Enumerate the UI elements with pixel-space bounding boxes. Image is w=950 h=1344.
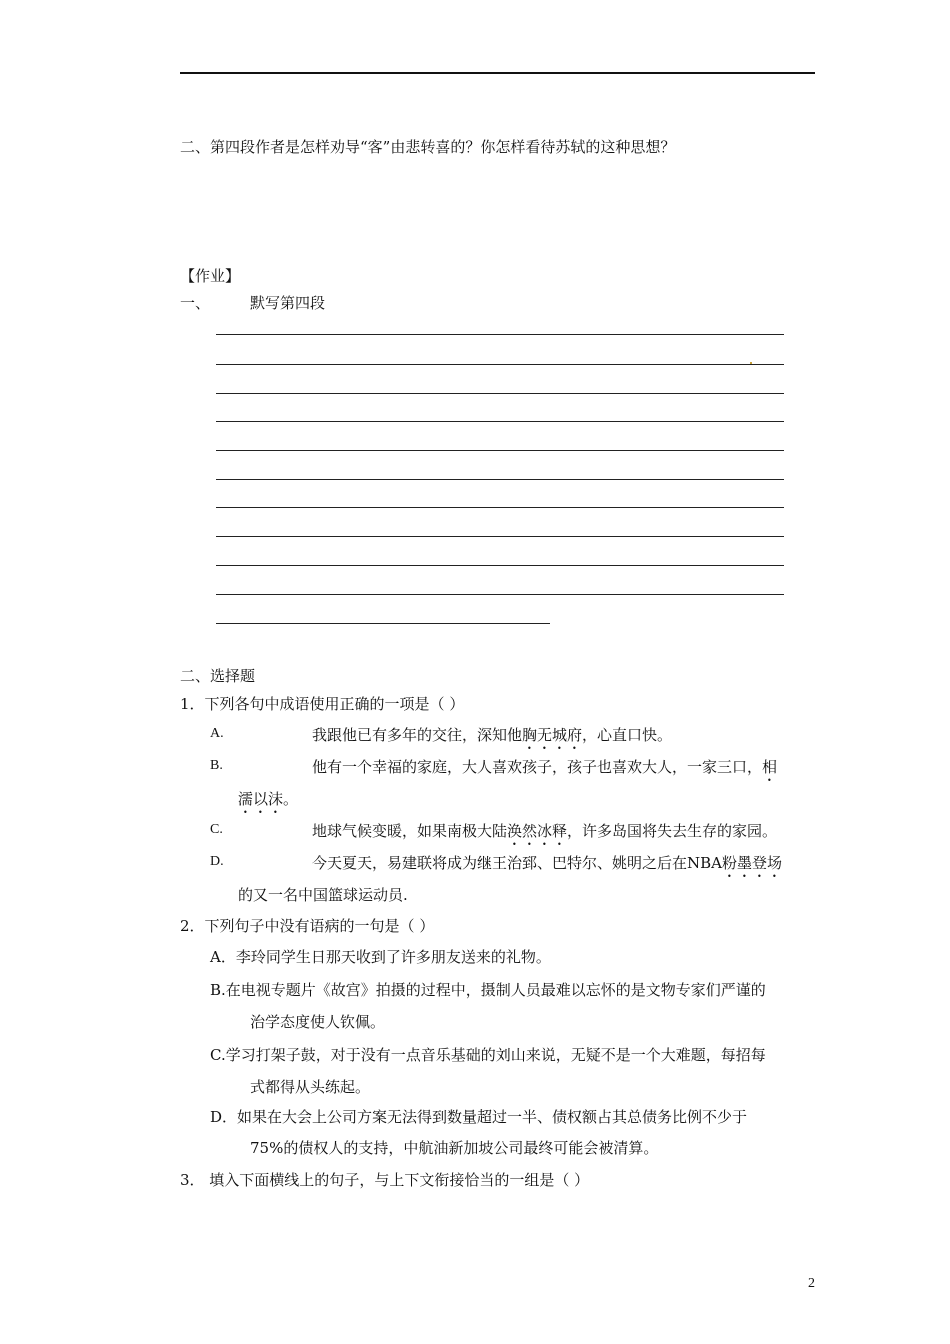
q1-option-b-line2 xyxy=(238,788,298,817)
q2-option-d-line2: 75%的债权人的支持，中航油新加坡公司最终可能会被清算。 xyxy=(250,1139,659,1157)
q1-option-b-idiom-start: 相 xyxy=(762,758,778,776)
q1-option-a-text: 我跟他已有多年的交往，深知他 xyxy=(312,726,523,744)
q1-option-c-text-end: ，许多岛国将失去生存的家园。 xyxy=(567,822,778,840)
page-number: 2 xyxy=(808,1276,815,1291)
q1-option-d-text: 今天夏天，易建联将成为继王治郅、巴特尔、姚明之后在NBA xyxy=(312,854,722,872)
section-one-title: 默写第四段 xyxy=(250,294,326,312)
answer-line-short xyxy=(216,623,550,624)
q1-option-b-label: B. xyxy=(210,758,223,773)
q1-option-d-line2: 的又一名中国篮球运动员. xyxy=(238,886,408,904)
q1-option-c-idiom: 涣然冰释 xyxy=(507,822,568,840)
q2-option-c-line1: C.学习打架子鼓，对于没有一点音乐基础的刘山来说，无疑不是一个大难题，每招每 xyxy=(210,1046,766,1064)
answer-line xyxy=(216,393,784,394)
answer-line xyxy=(216,450,784,451)
header-rule xyxy=(180,72,815,74)
q1-option-a-text-end: ，心直口快。 xyxy=(582,726,673,744)
answer-line xyxy=(216,594,784,595)
q2-option-a: A．李玲同学生日那天收到了许多朋友送来的礼物。 xyxy=(210,948,551,966)
q1-option-b-text: 他有一个幸福的家庭，大人喜欢孩子，孩子也喜欢大人，一家三口， xyxy=(312,758,763,776)
q2-option-d-line1: D．如果在大会上公司方案无法得到数量超过一半、债权额占其总债务比例不少于 xyxy=(210,1108,748,1126)
stray-mark xyxy=(750,362,752,364)
answer-line xyxy=(216,334,784,335)
q1-option-a xyxy=(312,724,672,753)
q2-stem: 2．下列句子中没有语病的一句是（ ） xyxy=(180,917,435,935)
q1-option-d-idiom: 粉墨登场 xyxy=(721,854,782,872)
section-one-number: 一、 xyxy=(180,294,211,312)
q1-option-c-label: C. xyxy=(210,822,223,837)
answer-line xyxy=(216,479,784,480)
q1-option-a-idiom: 胸无城府 xyxy=(522,726,583,744)
q2-option-b-line2: 治学态度使人钦佩。 xyxy=(250,1013,386,1031)
answer-line xyxy=(216,421,784,422)
q1-option-a-label: A. xyxy=(210,726,224,741)
q1-stem: 1．下列各句中成语使用正确的一项是（ ） xyxy=(180,695,465,713)
q1-option-b-line1 xyxy=(312,756,777,785)
answer-line xyxy=(216,364,784,365)
q1-option-d-label: D. xyxy=(210,854,224,869)
homework-title: 【作业】 xyxy=(180,267,241,285)
q3-stem: 3． 填入下面横线上的句子，与上下文衔接恰当的一组是（ ） xyxy=(180,1171,590,1189)
q1-option-d-line1 xyxy=(312,852,782,881)
q1-option-c-text: 地球气候变暖，如果南极大陆 xyxy=(312,822,508,840)
q1-option-b-idiom-end: 濡以沫 xyxy=(238,790,284,808)
answer-line xyxy=(216,507,784,508)
q1-option-b-text-end: 。 xyxy=(283,790,299,808)
section-two-title: 二、选择题 xyxy=(180,667,256,685)
q2-option-c-line2: 式都得从头练起。 xyxy=(250,1078,371,1096)
question-two-heading: 二、第四段作者是怎样劝导“客”由悲转喜的？你怎样看待苏轼的这种思想？ xyxy=(180,138,676,156)
q2-option-b-line1: B.在电视专题片《故宫》拍摄的过程中，摄制人员最难以忘怀的是文物专家们严谨的 xyxy=(210,981,766,999)
answer-line xyxy=(216,565,784,566)
q1-option-c xyxy=(312,820,777,849)
answer-line xyxy=(216,536,784,537)
